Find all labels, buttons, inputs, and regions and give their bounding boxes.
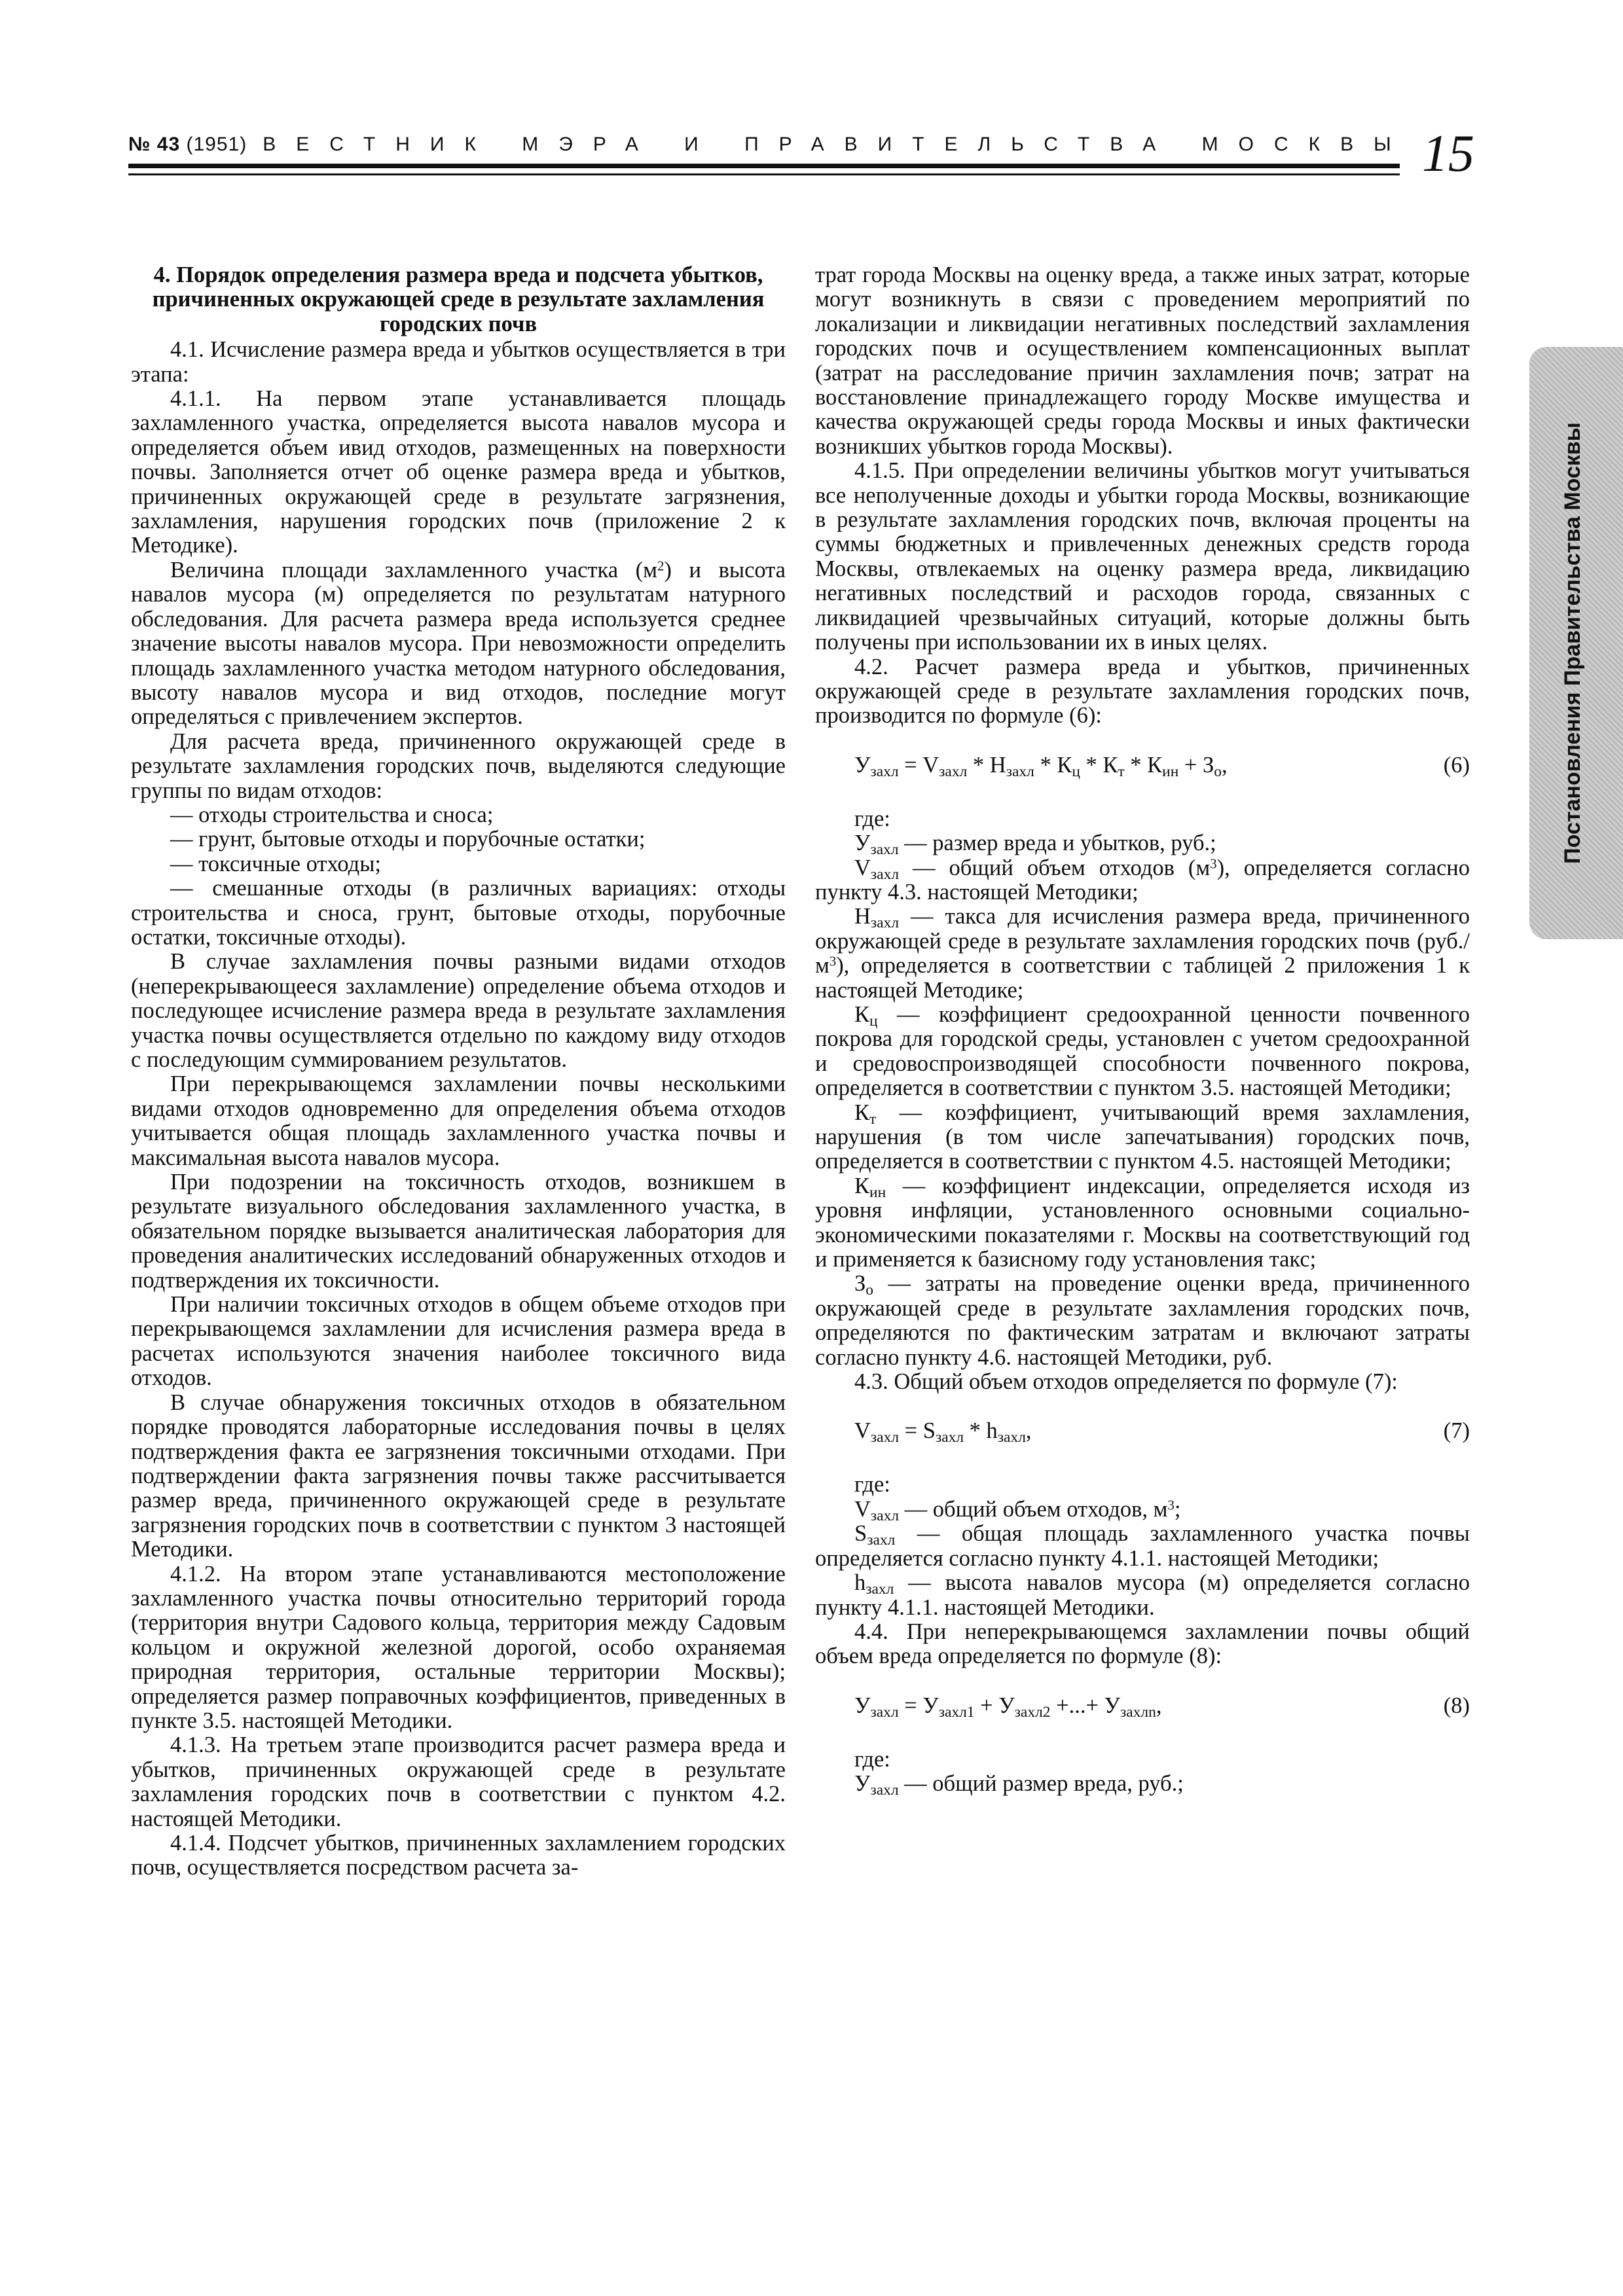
definition: $К_ц$ — коэффициент средоохранной ценности почвенного покрова для городской среды, установлен с учетом средоохранной и средовоспроизводящей способности почвенного покрова, определяется в соответствии с пунктом 3.5. настоящей Методики; <box>815 1001 1470 1101</box>
section-side-tab <box>1529 347 1623 939</box>
definition: $У_{захл}$ — общий размер вреда, руб.; <box>854 1771 1184 1799</box>
formula-number: (7) <box>1443 1418 1470 1444</box>
paragraph: 4.1. Исчисление размера вреда и убытков осуществляется в три этапа: <box>131 337 786 387</box>
header-rule-thin <box>128 173 1400 175</box>
definition: $V_{захл}$ — общий объем отходов, $м^3$; <box>854 1496 1181 1524</box>
formula-number: (6) <box>1443 752 1470 778</box>
formula-expression: $У_{захл} = У_{захл1} + У_{захл2}$ +...+ $У_{захлn}$, <box>854 1693 1162 1721</box>
paragraph: Величина площади захламленного участка $(м^2)$ и высота навалов мусора (м) определяется по результатам натурного обследования. Для расчета размера вреда используется среднее значение высоты навалов мусора. При невозможности определить площадь захламленного участка методом натурного обследования, высоту навалов мусора и вид отходов, последние могут определяться с привлечением экспертов. <box>131 557 786 730</box>
formula-8 <box>815 1683 1470 1728</box>
list-item: — грунт, бытовые отходы и порубочные остатки; <box>170 827 646 852</box>
paragraph: 4.4. При неперекрывающемся захламлении почвы общий объем вреда определяется по формуле (8): <box>815 1619 1470 1669</box>
paragraph: В случае обнаружения токсичных отходов в обязательном порядке проводятся лабораторные исследования почвы в целях подтверждения факта ее загрязнения токсичными отходами. При подтверждении факта загрязнения почвы также рассчитывается размер вреда, причиненного окружающей среде в результате загрязнения городских почв в соответствии с пунктом 3 настоящей Методики. <box>131 1390 786 1562</box>
header-text <box>128 134 1412 156</box>
page-header <box>128 128 1438 185</box>
paragraph: 4.1.5. При определении величины убытков могут учитываться все неполученные доходы и убытки города Москвы, возникающие в результате захламления городских почв, включая проценты на суммы бюджетных и привлеченных денежных средств города Москвы, отвлекаемых на оценку размера вреда, ликвидацию негативных последствий и расходов города, связанных с ликвидацией чрезвычайных ситуаций, которые должны быть получены при использовании их в иных целях. <box>815 458 1470 655</box>
definition: $S_{захл}$ — общая площадь захламленного участка почвы определяется согласно пункту 4.1.1. настоящей Методики; <box>815 1521 1470 1571</box>
right-column <box>815 263 1470 1797</box>
page-number: 15 <box>1422 125 1474 183</box>
list-item: — смешанные отходы (в различных вариациях: отходы строительства и сноса, грунт, бытовые отходы, порубочные остатки, токсичные отходы). <box>131 876 786 950</box>
paragraph: В случае захламления почвы разными видами отходов (неперекрывающееся захламление) определение объема отходов и последующее исчисление размера вреда в результате захламления участка почвы осуществляется отдельно по каждому виду отходов с последующим суммированием результатов. <box>131 949 786 1072</box>
paragraph: При перекрывающемся захламлении почвы несколькими видами отходов одновременно для определения объема отходов учитывается общая площадь захламленного участка почвы и максимальная высота навалов мусора. <box>131 1071 786 1170</box>
where-label: где: <box>854 1472 890 1498</box>
formula-number: (8) <box>1443 1693 1470 1718</box>
definition: $З_о$ — затраты на проведение оценки вреда, причиненного окружающей среде в результате захламления городских почв, определяются по фактическим затратам и включают затраты согласно пункту 4.6. настоящей Методики, руб. <box>815 1271 1470 1370</box>
formula-6 <box>815 743 1470 787</box>
section-title: 4. Порядок определения размера вреда и подсчета убытков, причиненных окружающей среде в результате захламления городских почв <box>152 262 765 336</box>
side-tab-label: Постановления Правительства Москвы <box>1560 422 1585 864</box>
header-rule-thick <box>128 164 1400 168</box>
definition: $Н_{захл}$ — такса для исчисления размера вреда, причиненного окружающей среде в результате захламления городских почв $(руб./м^3)$, определяется в соответствии с таблицей 2 приложения 1 к настоящей Методике; <box>815 904 1470 1003</box>
where-label: где: <box>854 806 890 831</box>
definition: $К_т$ — коэффициент, учитывающий время захламления, нарушения (в том числе запечатывания) городских почв, определяется в соответствии с пунктом 4.5. настоящей Методики; <box>815 1100 1470 1174</box>
definition: $h_{захл}$ — высота навалов мусора (м) определяется согласно пункту 4.1.1. настоящей Методики. <box>815 1570 1470 1620</box>
paragraph: Для расчета вреда, причиненного окружающей среде в результате захламления городских почв, выделяются следующие группы по видам отходов: <box>131 728 786 803</box>
issue-number: № 43 (1951) <box>128 134 247 155</box>
journal-title: ВЕСТНИК МЭРА И ПРАВИТЕЛЬСТВА МОСКВЫ <box>263 134 1412 155</box>
where-label: где: <box>854 1746 890 1772</box>
formula-7 <box>815 1408 1470 1453</box>
definition: $V_{захл}$ — общий объем отходов $(м^3)$, определяется согласно пункту 4.3. настоящей Методики; <box>815 855 1470 905</box>
list-item: — токсичные отходы; <box>170 851 381 876</box>
definition: $К_{ин}$ — коэффициент индексации, определяется исходя из уровня инфляции, установленного основными социально-экономическими показателями г. Москвы на соответствующий год и применяется к базисному году установления такс; <box>815 1173 1470 1272</box>
paragraph: 4.1.1. На первом этапе устанавливается площадь захламленного участка, определяется высота навалов мусора и определяется объем ивид отходов, размещенных на поверхности почвы. Заполняется отчет об оценке размера вреда и убытков, причиненных окружающей среде в результате загрязнения, захламления, нарушения городских почв (приложение 2 к Методике). <box>131 386 786 558</box>
paragraph: трат города Москвы на оценку вреда, а также иных затрат, которые могут возникнуть в связи с проведением мероприятий по локализации и ликвидации негативных последствий захламления городских почв и осуществлением компенсационных выплат (затрат на расследование причин захламления почв; затрат на восстановление принадлежащего городу Москве имущества и качества окружающей среды города Москвы и иных фактически возникших убытков города Москвы). <box>815 262 1470 459</box>
paragraph: 4.3. Общий объем отходов определяется по формуле (7): <box>854 1369 1398 1395</box>
paragraph: При наличии токсичных отходов в общем объеме отходов при перекрывающемся захламлении для исчисления размера вреда в расчетах используются значения наиболее токсичного вида отходов. <box>131 1292 786 1391</box>
paragraph: 4.1.3. На третьем этапе производится расчет размера вреда и убытков, причиненных окружающей среде в результате захламления городских почв в соответствии с пунктом 4.2. настоящей Методики. <box>131 1732 786 1831</box>
list-item: — отходы строительства и сноса; <box>170 802 494 827</box>
definition: $У_{захл}$ — размер вреда и убытков, руб.; <box>854 831 1216 858</box>
formula-expression: $У_{захл} = V_{захл} * Н_{захл} * К_ц * К_т * К_{ин} + З_о$, <box>854 752 1228 780</box>
paragraph: 4.1.4. Подсчет убытков, причиненных захламлением городских почв, осуществляется посредством расчета за- <box>131 1831 786 1880</box>
formula-expression: $V_{захл} = S_{захл} * h_{захл}$, <box>854 1418 1032 1446</box>
paragraph: 4.1.2. На втором этапе устанавливаются местоположение захламленного участка почвы относительно территорий города (территория внутри Садового кольца, территория между Садовым кольцом и окружной железной дорогой, особо охраняемая природная территория, остальные территории Москвы); определяется размер поправочных коэффициентов, приведенных в пункте 3.5. настоящей Методики. <box>131 1561 786 1733</box>
left-column <box>131 263 786 1880</box>
paragraph: При подозрении на токсичность отходов, возникшем в результате визуального обследования захламленного участка, в обязательном порядке вызывается аналитическая лаборатория для проведения аналитических исследований обнаруженных отходов и подтверждения их токсичности. <box>131 1170 786 1293</box>
paragraph: 4.2. Расчет размера вреда и убытков, причиненных окружающей среде в результате захламления городских почв, производится по формуле (6): <box>815 654 1470 728</box>
